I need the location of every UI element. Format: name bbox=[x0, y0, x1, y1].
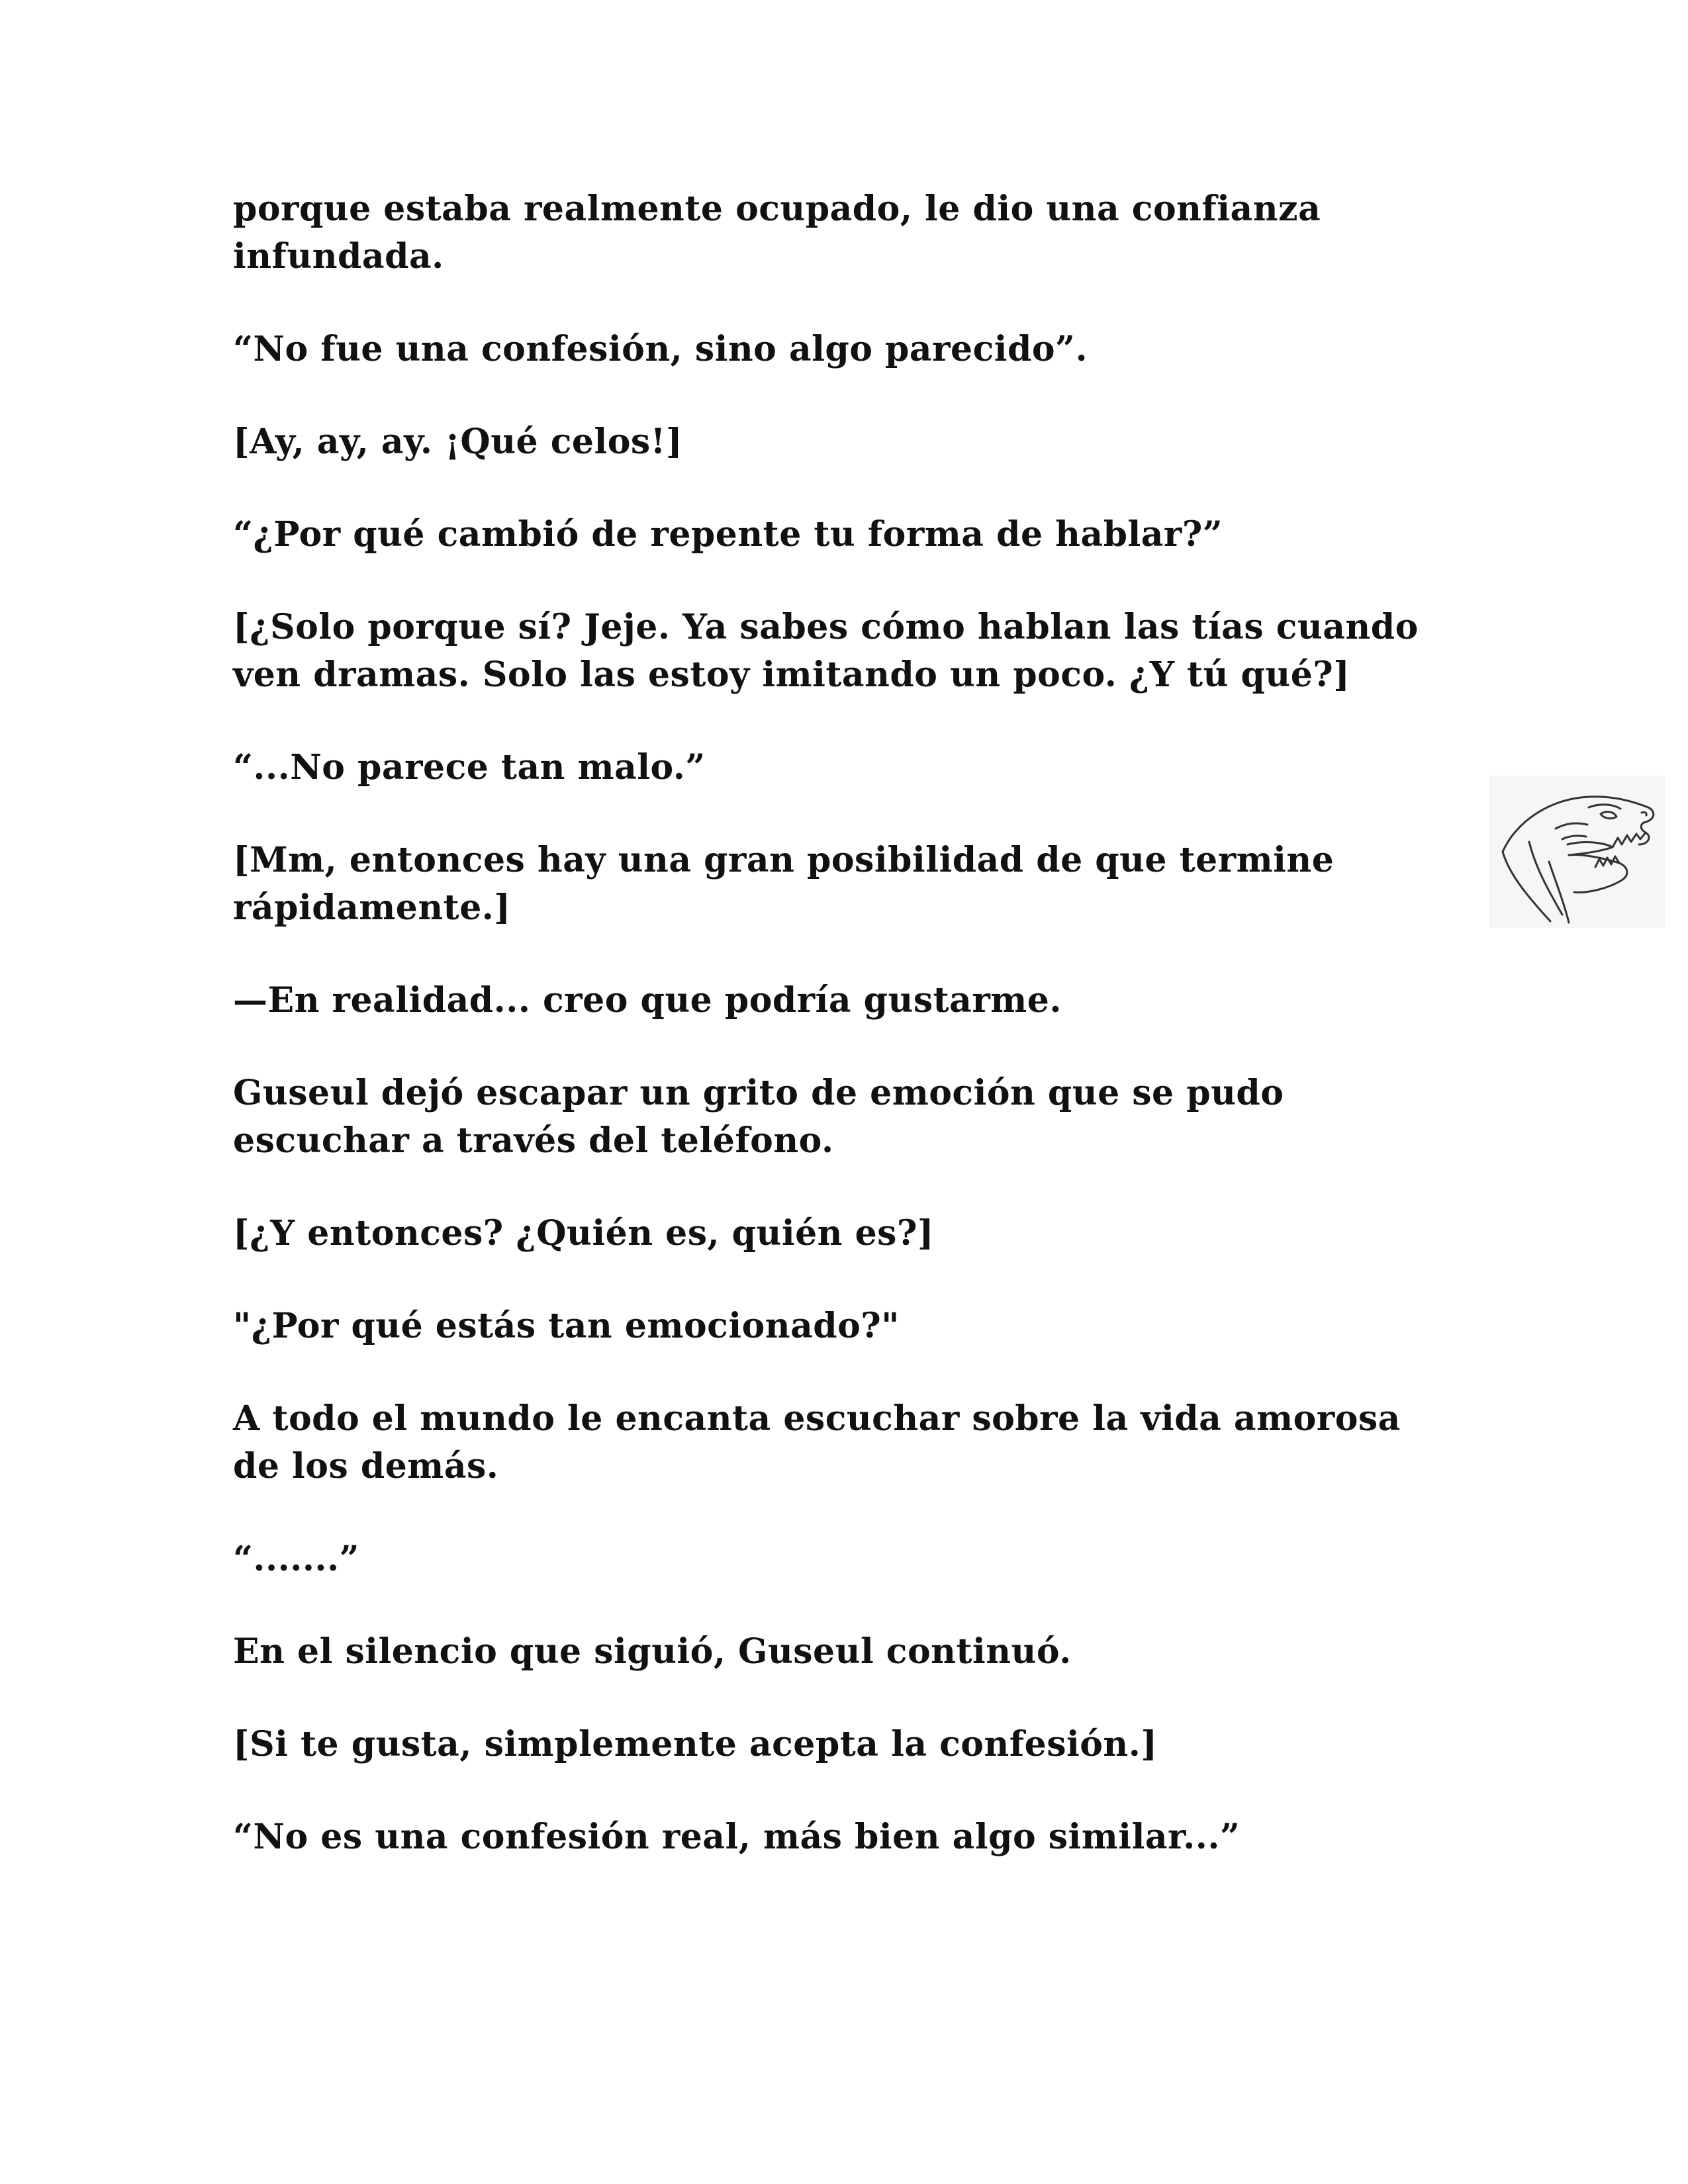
paragraph: “.......” bbox=[233, 1539, 360, 1579]
paragraph: porque estaba realmente ocupado, le dio una confianza infundada. bbox=[233, 189, 1321, 277]
dinosaur-head-sketch-icon bbox=[1489, 776, 1665, 928]
paragraph: —En realidad... creo que podría gustarme. bbox=[233, 980, 1062, 1021]
paragraph: “...No parece tan malo.” bbox=[233, 747, 706, 788]
paragraph: [Mm, entonces hay una gran posibilidad de que termine rápidamente.] bbox=[233, 840, 1335, 928]
paragraph: Guseul dejó escapar un grito de emoción que se pudo escuchar a través del teléfono. bbox=[233, 1073, 1284, 1161]
paragraph: [¿Solo porque sí? Jeje. Ya sabes cómo hablan las tías cuando ven dramas. Solo las estoy imitando un poco. ¿Y tú qué?] bbox=[233, 607, 1419, 695]
paragraph: "¿Por qué estás tan emocionado?" bbox=[233, 1306, 900, 1346]
paragraph: A todo el mundo le encanta escuchar sobre la vida amorosa de los demás. bbox=[233, 1398, 1401, 1486]
paragraph: En el silencio que siguió, Guseul continuó. bbox=[233, 1631, 1072, 1672]
paragraph: [Si te gusta, simplemente acepta la confesión.] bbox=[233, 1724, 1158, 1764]
paragraph: [Ay, ay, ay. ¡Qué celos!] bbox=[233, 422, 683, 462]
paragraph: [¿Y entonces? ¿Quién es, quién es?] bbox=[233, 1213, 935, 1253]
paragraph: “¿Por qué cambió de repente tu forma de hablar?” bbox=[233, 514, 1223, 555]
document-body bbox=[233, 185, 1458, 1906]
paragraph: “No fue una confesión, sino algo parecido”. bbox=[233, 329, 1088, 369]
paragraph: “No es una confesión real, más bien algo similar...” bbox=[233, 1817, 1241, 1857]
